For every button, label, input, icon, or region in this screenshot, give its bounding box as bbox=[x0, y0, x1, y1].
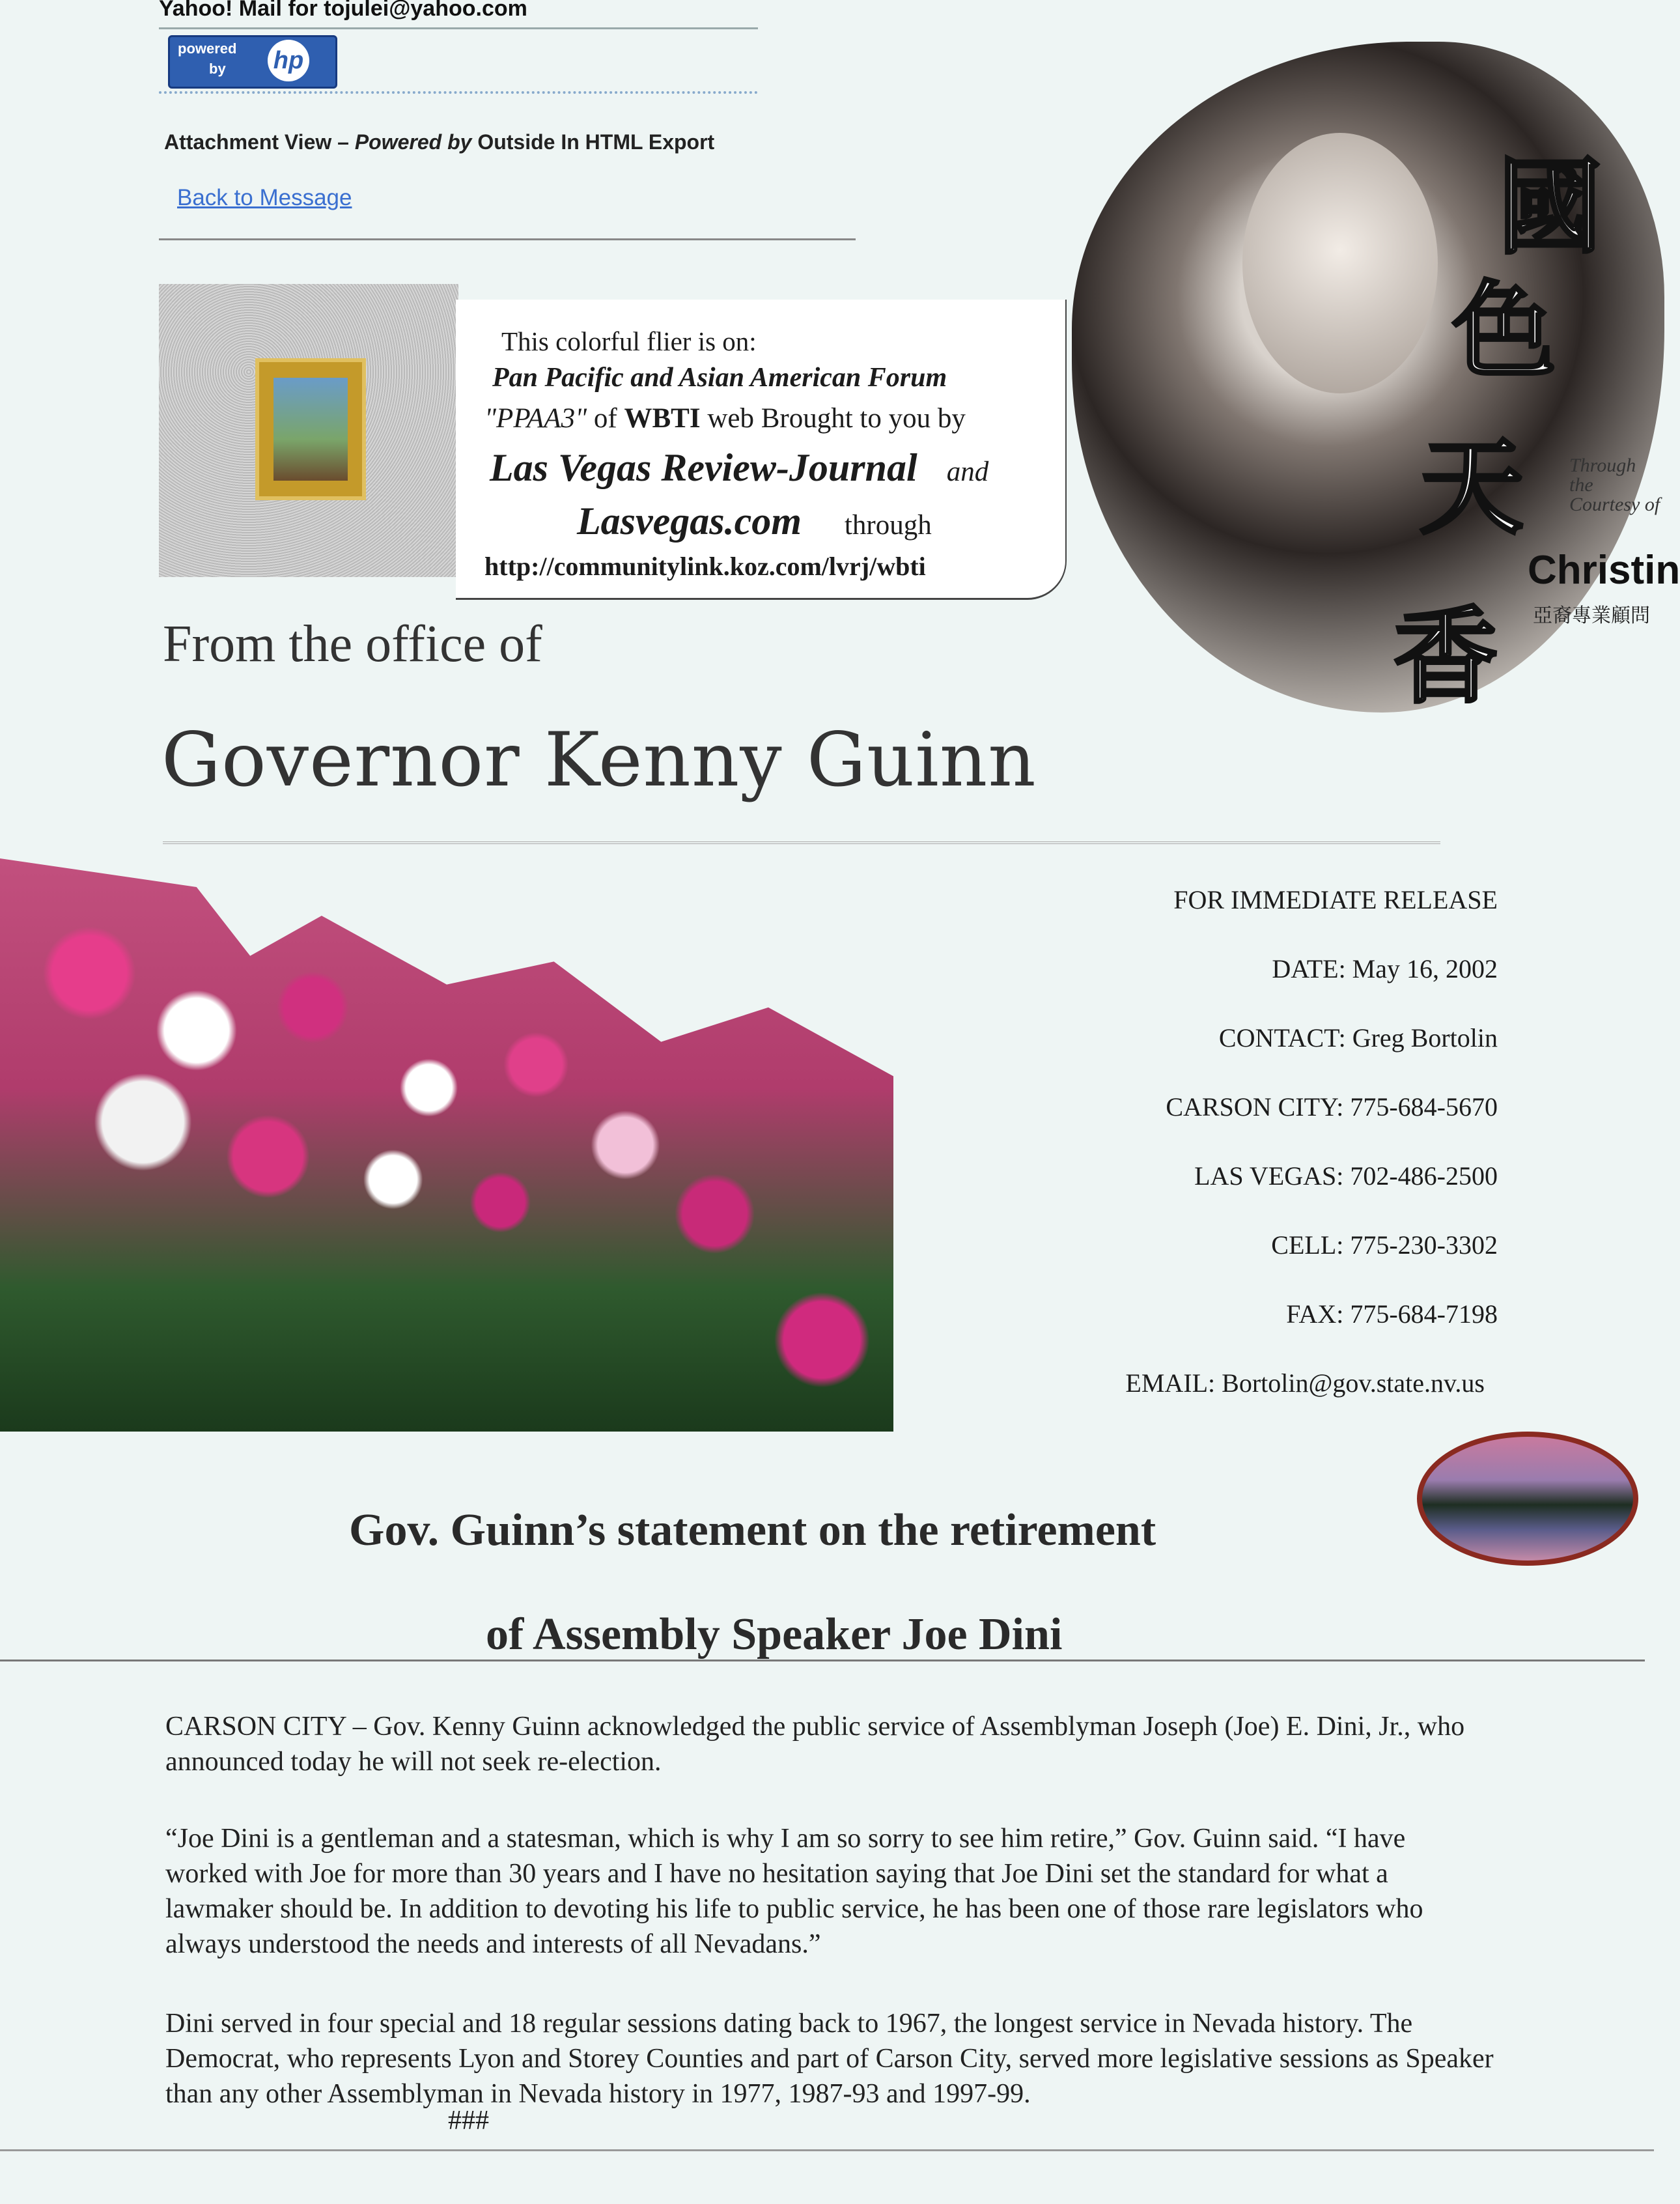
release-immediate: FOR IMMEDIATE RELEASE bbox=[1173, 885, 1498, 914]
release-cell: CELL: 775-230-3302 bbox=[1271, 1230, 1498, 1260]
flier-line-1: This colorful flier is on: bbox=[501, 326, 757, 356]
release-email: EMAIL: Bortolin@gov.state.nv.us bbox=[1125, 1368, 1485, 1398]
flier-review-journal: Las Vegas Review-Journal bbox=[490, 446, 917, 489]
headline-line-2: of Assembly Speaker Joe Dini bbox=[486, 1609, 1063, 1660]
attachment-view-text: Attachment View – bbox=[164, 130, 355, 154]
flier-wbti: WBTI bbox=[624, 403, 701, 434]
body-paragraph-2: “Joe Dini is a gentleman and a statesman, which is why I am so sorry to see him retire,” Gov. Guinn said. “I have worked with Joe for more than 30 years and I have no hesitation saying that Joe Dini set the standard for what a lawmaker should be. In addition to devoting his life to public service, he has been one of those rare legislators who always understood the needs and interests of all Nevadans.” bbox=[165, 1824, 1423, 1959]
office-heading: From the office of bbox=[163, 615, 542, 673]
powered-by-text: Powered by bbox=[354, 130, 472, 154]
headline-line-1: Gov. Guinn’s statement on the retirement bbox=[349, 1505, 1156, 1555]
release-date: DATE: May 16, 2002 bbox=[1272, 954, 1498, 983]
body-paragraph-3: Dini served in four special and 18 regular sessions dating back to 1967, the longest service in Nevada history. The Democrat, who represents Lyon and Storey Counties and part of Carson City, served more legislative sessions as Speaker than any other Assemblyman in Nevada history in 1977, 1987-93 and 1997-99. bbox=[165, 2009, 1494, 2109]
orchids-photo bbox=[0, 858, 893, 1432]
back-to-message-link[interactable]: Back to Message bbox=[177, 185, 352, 210]
flier-line-5 bbox=[577, 499, 932, 544]
flier-line-4 bbox=[490, 445, 988, 490]
calligraphy-char-4: 香 bbox=[1393, 596, 1498, 718]
header-divider bbox=[159, 27, 758, 29]
flier-and: and bbox=[946, 457, 989, 487]
export-name: Outside In HTML Export bbox=[471, 130, 715, 154]
flier-line-3 bbox=[484, 403, 966, 434]
release-las-vegas-phone: LAS VEGAS: 702-486-2500 bbox=[1194, 1161, 1498, 1191]
flier-lasvegas-com: Lasvegas.com bbox=[577, 500, 802, 543]
flier-brought: web Brought to you by bbox=[700, 403, 966, 434]
release-fax: FAX: 775-684-7198 bbox=[1286, 1299, 1498, 1329]
portrait-face bbox=[1242, 133, 1438, 393]
hp-logo-icon: hp bbox=[268, 40, 309, 81]
mountain-lake-badge-image bbox=[1417, 1432, 1638, 1566]
headline-rule bbox=[0, 1660, 1645, 1661]
flier-url: http://communitylink.koz.com/lvrj/wbti bbox=[484, 552, 926, 581]
governor-rule bbox=[163, 841, 1440, 844]
framed-painting-image bbox=[255, 358, 366, 500]
flier-through: through bbox=[844, 510, 932, 541]
powered-by-hp-badge bbox=[168, 35, 337, 89]
governor-title: Governor Kenny Guinn bbox=[161, 716, 1037, 803]
calligraphy-char-2: 色 bbox=[1452, 270, 1557, 392]
yahoo-mail-title: Yahoo! Mail for tojulei@yahoo.com bbox=[159, 0, 527, 21]
header-divider-dotted bbox=[159, 91, 758, 94]
release-carson-city-phone: CARSON CITY: 775-684-5670 bbox=[1166, 1092, 1498, 1122]
by-label: by bbox=[209, 61, 226, 77]
powered-label: powered bbox=[178, 40, 237, 57]
christin-name: Christin bbox=[1528, 548, 1680, 593]
header-rule bbox=[159, 238, 856, 240]
body-paragraph-1: CARSON CITY – Gov. Kenny Guinn acknowledged the public service of Assemblyman Joseph (Joe) E. Dini, Jr., who announced today he will not seek re-election. bbox=[165, 1712, 1465, 1777]
bottom-rule bbox=[0, 2149, 1654, 2151]
christin-subtitle: 亞裔專業顧問 bbox=[1533, 604, 1650, 627]
flier-ppaa3: "PPAA3" bbox=[484, 403, 587, 434]
release-contact: CONTACT: Greg Bortolin bbox=[1218, 1023, 1498, 1053]
calligraphy-char-1: 國 bbox=[1498, 147, 1603, 268]
courtesy-note: Through the Courtesy of bbox=[1569, 455, 1660, 515]
painting-scene bbox=[273, 378, 348, 481]
end-mark: ### bbox=[448, 2106, 489, 2136]
flier-of: of bbox=[587, 403, 624, 434]
flier-forum-name: Pan Pacific and Asian American Forum bbox=[492, 363, 947, 393]
attachment-view-label bbox=[164, 130, 714, 154]
calligraphy-char-3: 天 bbox=[1420, 427, 1524, 548]
